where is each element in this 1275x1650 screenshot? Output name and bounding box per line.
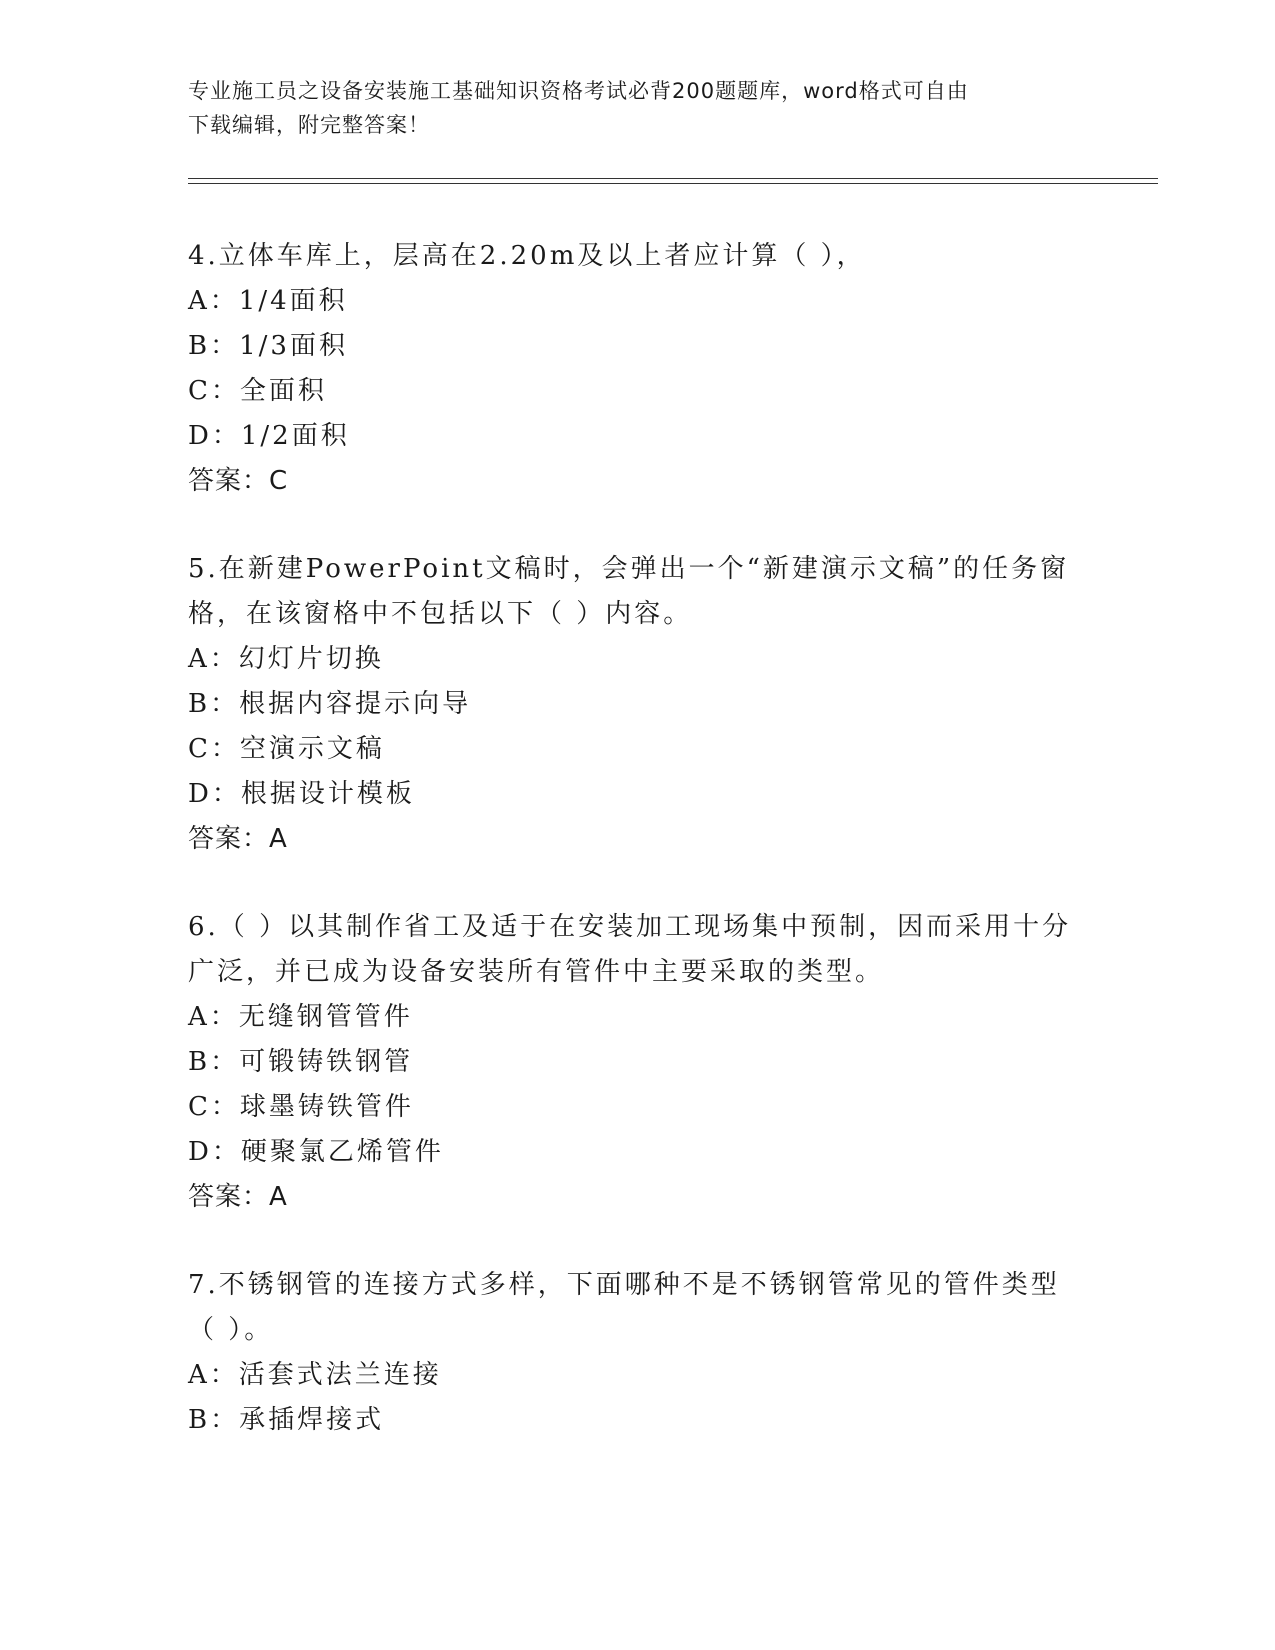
option-d: D：根据设计模板 [188, 779, 415, 809]
answer: 答案：C [188, 466, 289, 496]
header-line-1: 专业施工员之设备安装施工基础知识资格考试必背200题题库，word格式可自由 [188, 79, 969, 103]
option-b: B：根据内容提示向导 [188, 689, 472, 719]
option-c: C：空演示文稿 [188, 734, 385, 764]
question-4 [188, 234, 1088, 504]
answer: 答案：A [188, 824, 288, 854]
option-b: B：1/3面积 [188, 331, 348, 361]
option-a: A：活套式法兰连接 [188, 1360, 442, 1390]
option-a: A：无缝钢管管件 [188, 1002, 413, 1032]
option-c: C：球墨铸铁管件 [188, 1092, 414, 1122]
header-line-2: 下载编辑，附完整答案！ [188, 113, 430, 137]
option-a: A：幻灯片切换 [188, 644, 384, 674]
option-d: D：硬聚氯乙烯管件 [188, 1137, 444, 1167]
question-5 [188, 547, 1088, 862]
document-header [188, 74, 1088, 142]
question-7 [188, 1263, 1088, 1443]
question-6 [188, 905, 1088, 1220]
option-a: A：1/4面积 [188, 286, 348, 316]
answer: 答案：A [188, 1182, 288, 1212]
question-stem: 5.在新建PowerPoint文稿时，会弹出一个“新建演示文稿”的任务窗格，在该窗格中不包括以下（ ）内容。 [188, 554, 1070, 629]
question-stem: 6.（ ）以其制作省工及适于在安装加工现场集中预制，因而采用十分广泛，并已成为设备安装所有管件中主要采取的类型。 [188, 912, 1072, 987]
option-c: C：全面积 [188, 376, 327, 406]
question-list [188, 234, 1088, 1486]
option-d: D：1/2面积 [188, 421, 350, 451]
header-divider-bottom [188, 183, 1158, 184]
option-b: B：可锻铸铁钢管 [188, 1047, 414, 1077]
question-stem: 4.立体车库上，层高在2.20m及以上者应计算（ ）， [188, 241, 866, 271]
question-stem: 7.不锈钢管的连接方式多样，下面哪种不是不锈钢管常见的管件类型（ ）。 [188, 1270, 1060, 1345]
option-b: B：承插焊接式 [188, 1405, 385, 1435]
header-divider-top [188, 178, 1158, 179]
